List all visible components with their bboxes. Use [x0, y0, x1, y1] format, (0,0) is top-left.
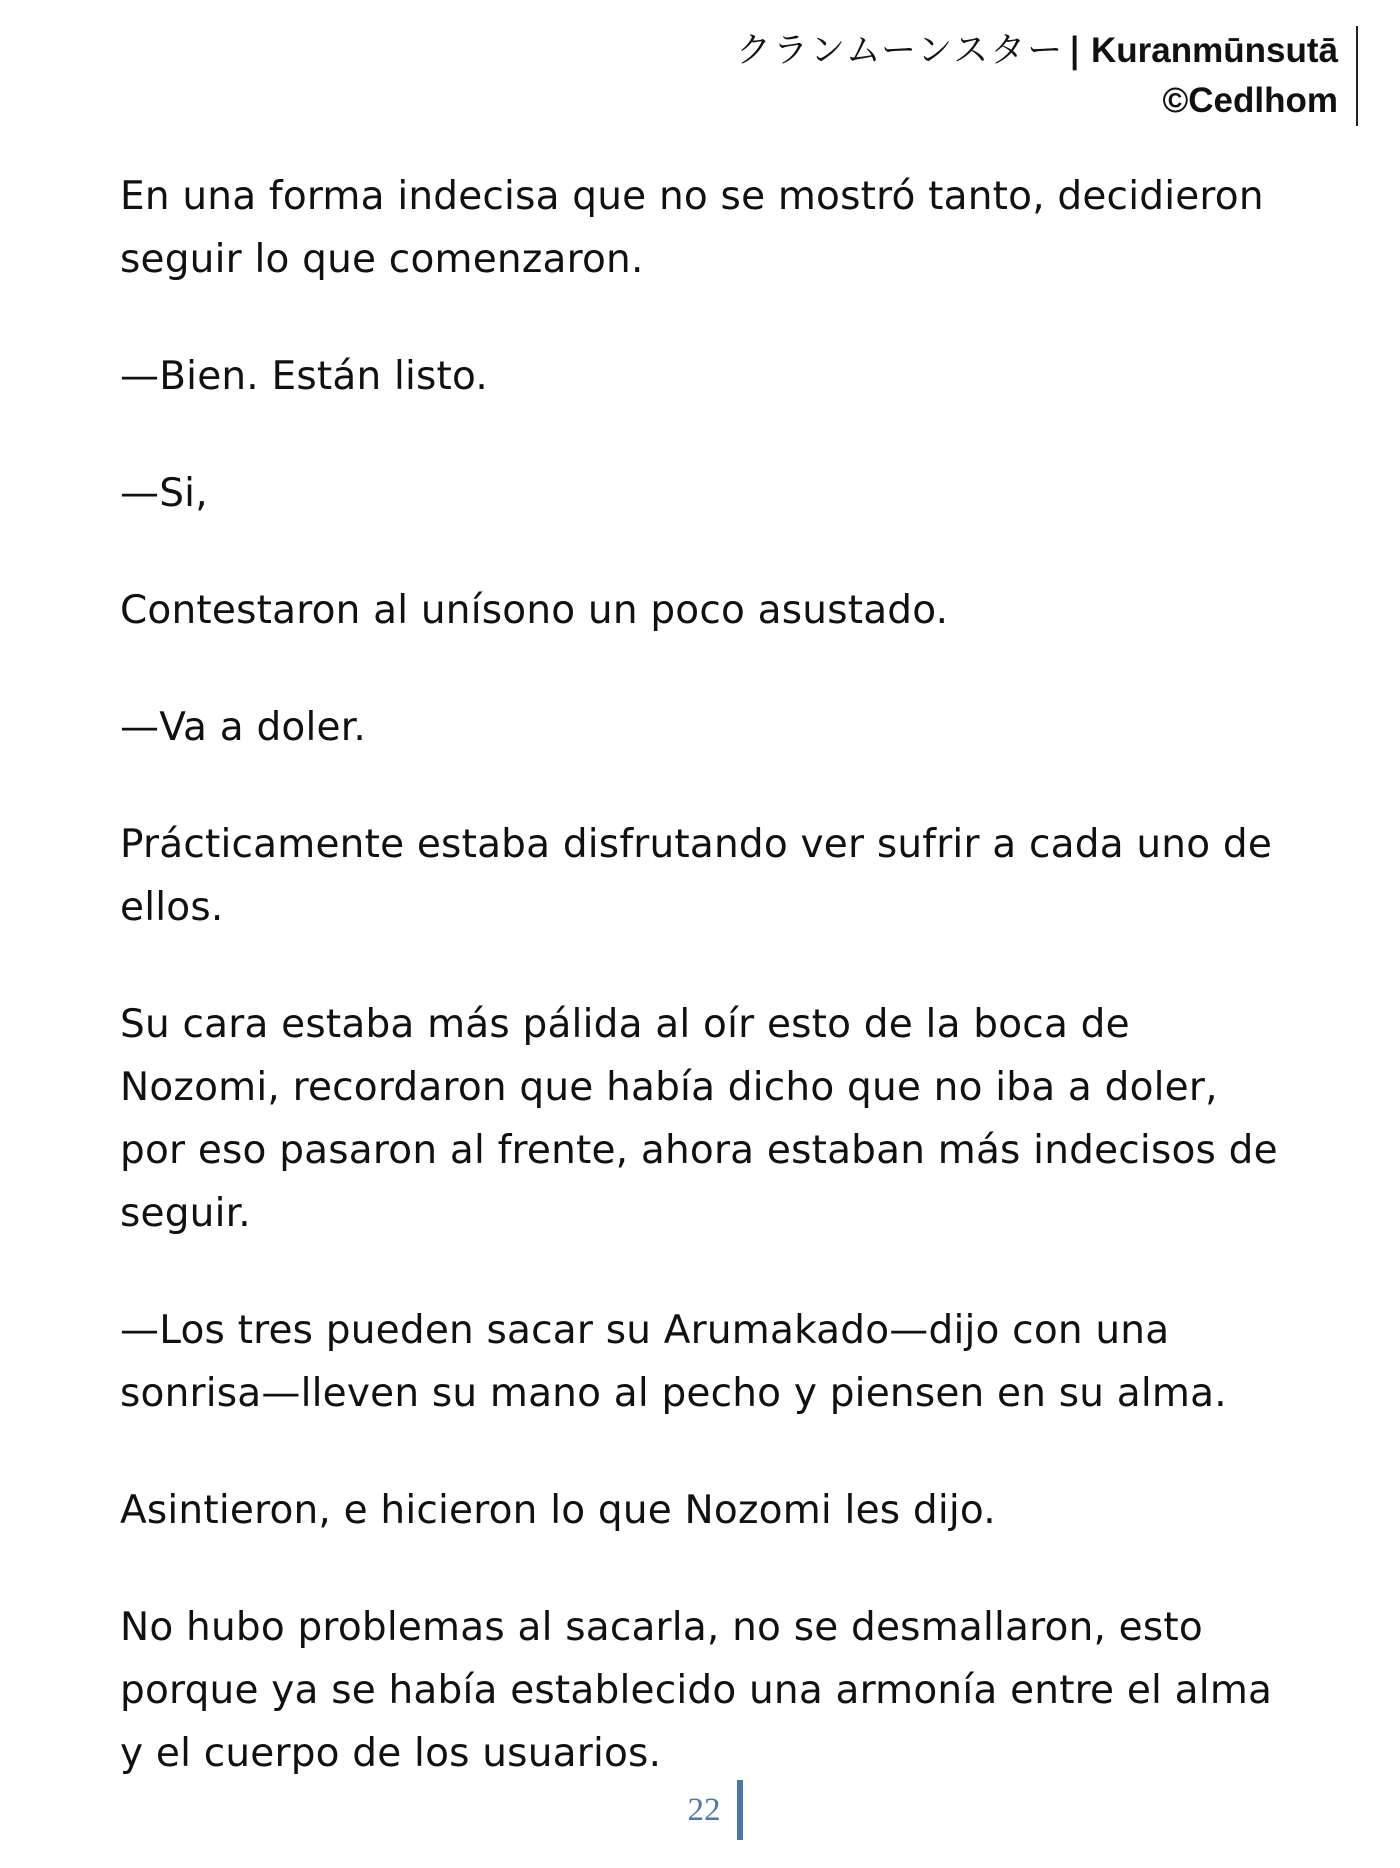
- page-number: 22: [687, 1792, 721, 1828]
- paragraph-1: En una forma indecisa que no se mostró tanto, decidieron seguir lo que comenzaron.: [120, 174, 1264, 282]
- paragraph-7: Su cara estaba más pálida al oír esto de la boca de Nozomi, recordaron que había dicho que no iba a doler, por eso pasaron al frente, ahora estaban más indecisos de seguir.: [120, 1002, 1278, 1236]
- paragraph-2: —Bien. Están listo.: [120, 354, 489, 399]
- header-title-romaji: Kuranmūnsutā: [1091, 31, 1338, 70]
- page-body: [120, 165, 1290, 1839]
- header-title-japanese: クランムーンスター: [736, 31, 1065, 71]
- paragraph-4: Contestaron al unísono un poco asustado.: [120, 588, 949, 633]
- paragraph-3: —Si,: [120, 471, 208, 516]
- paragraph-10: No hubo problemas al sacarla, no se desmallaron, esto porque ya se había establecido una armonía entre el alma y el cuerpo de los usuarios.: [120, 1605, 1273, 1776]
- header-separator: |: [1068, 31, 1082, 71]
- page-footer: [0, 1780, 1400, 1840]
- page-number-marker: [688, 1780, 743, 1840]
- paragraph-6: Prácticamente estaba disfrutando ver sufrir a cada uno de ellos.: [120, 822, 1273, 930]
- header-title-line: [736, 26, 1338, 76]
- paragraph-9: Asintieron, e hicieron lo que Nozomi les dijo.: [120, 1488, 996, 1533]
- paragraph-8: —Los tres pueden sacar su Arumakado—dijo con una sonrisa—lleven su mano al pecho y piensen en su alma.: [120, 1308, 1227, 1416]
- page-header: [736, 26, 1358, 126]
- paragraph-5: —Va a doler.: [120, 705, 366, 750]
- header-copyright: ©Cedlhom: [1162, 81, 1338, 120]
